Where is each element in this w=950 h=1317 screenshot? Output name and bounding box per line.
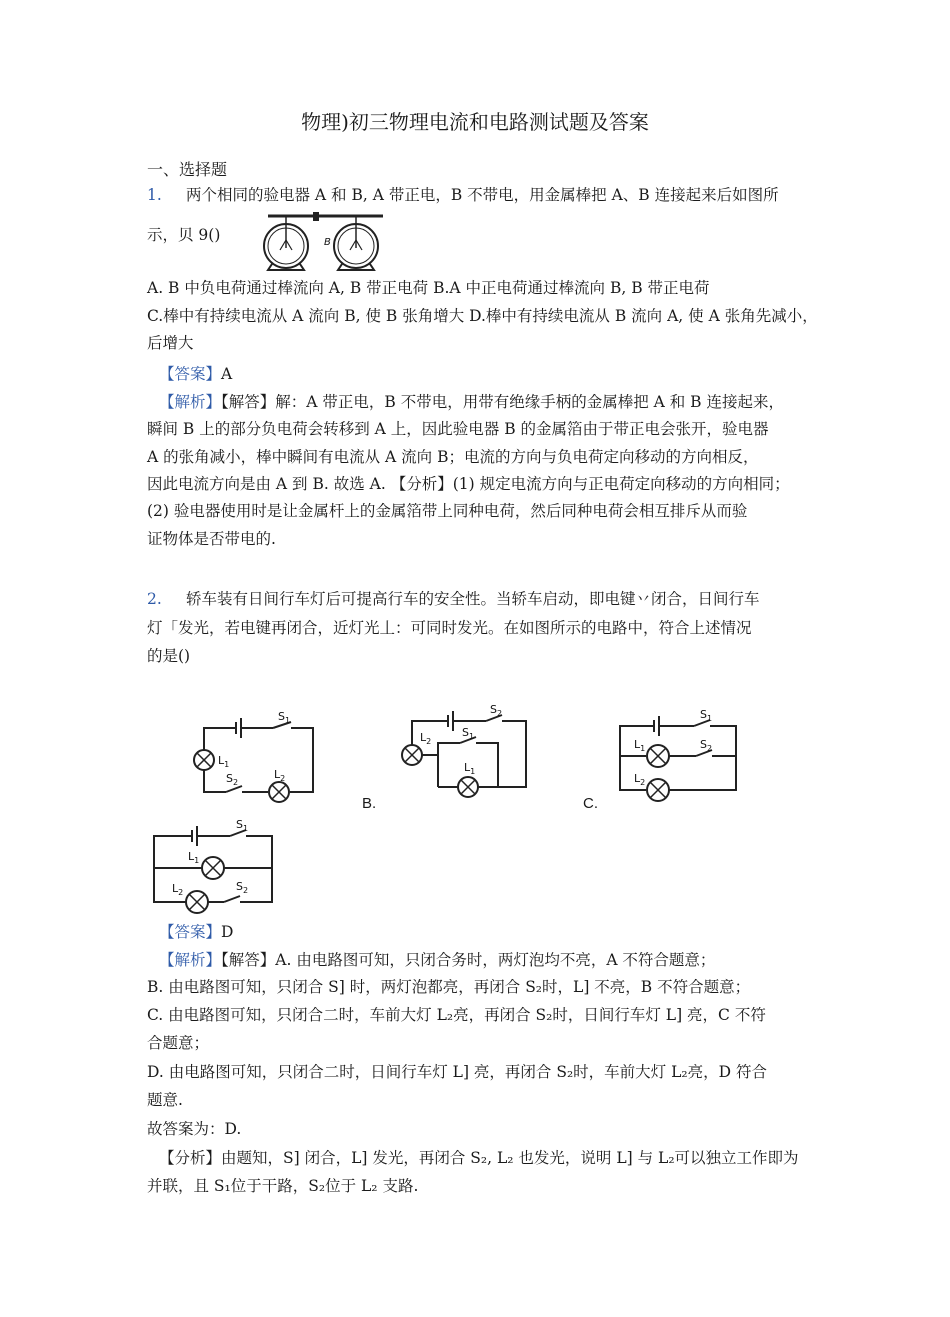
answer-value: D (221, 923, 234, 941)
analysis-row (159, 950, 715, 970)
question-text: 两个相同的验电器 A 和 B, A 带正电，B 不带电，用金属棒把 A、B 连接起来后如图所 (186, 186, 779, 204)
answer-row (159, 364, 232, 384)
svg-text:L1 (634, 738, 645, 753)
switch-label: S (236, 818, 243, 831)
question-text: 轿车装有日间行车灯后可提高行车的安全性。当轿车启动，即电键丷闭合，日间行车 (186, 590, 760, 608)
option-b-label: B. (362, 795, 377, 812)
answer-tag: 【答案】 (159, 365, 222, 383)
analysis-text: 因此电流方向是由 A 到 B. 故选 A. 【分析】(1) 规定电流方向与正电荷定向移动的方向相同； (147, 475, 790, 493)
analysis-text: 故答案为：D. (147, 1120, 242, 1138)
option-c-d: C.棒中有持续电流从 A 流向 B, 使 B 张角增大 D.棒中有持续电流从 B 流向 A, 使 A 张角先减小， (147, 307, 818, 325)
lamp-label: L (274, 768, 281, 781)
option-d-cont: 后增大 (147, 334, 194, 352)
question-text: 灯「发光，若电键再闭合，近灯光丄：可同时发光。在如图所示的电路中，符合上述情况 (147, 619, 752, 637)
subscript: 2 (640, 778, 646, 787)
answer-value: A (221, 365, 233, 383)
page-title: 物理)初三物理电流和电路测试题及答案 (301, 110, 649, 134)
svg-text:L1 (188, 850, 199, 865)
lamp-label: L (634, 772, 641, 785)
svg-text:L1 (464, 761, 475, 776)
analysis-text: 【解答】解：A 带正电，B 不带电，用带有绝缘手柄的金属棒把 A 和 B 连接起来， (221, 393, 784, 411)
switch-label: S (700, 738, 707, 751)
lamp-label: L (188, 850, 195, 863)
option-c-label: C. (583, 795, 598, 812)
switch-label: S (700, 708, 707, 721)
subscript: 1 (242, 824, 249, 833)
subscript: 1 (468, 732, 475, 741)
svg-text:S2 (226, 772, 238, 787)
circuit-b (398, 703, 533, 803)
option-a-b: A. B 中负电荷通过棒流向 A, B 带正电荷 B.A 中正电荷通过棒流向 B, B 带正电荷 (147, 279, 710, 297)
analysis-text: 瞬间 B 上的部分负电荷会转移到 A 上，因此验电器 B 的金属箔由于带正电会张开，验电器 (147, 420, 769, 438)
svg-text:L2 (634, 772, 645, 787)
subscript: 1 (640, 744, 646, 753)
question-number: 2. (147, 590, 162, 608)
subscript: 1 (470, 767, 476, 776)
question-text: 示，贝 9() (147, 226, 221, 244)
analysis-text: 并联，且 S₁位于干路，S₂位于 L₂ 支路. (147, 1177, 419, 1195)
svg-text:L2 (420, 731, 431, 746)
subscript: 2 (242, 886, 249, 895)
lamp-label: L (634, 738, 641, 751)
subscript: 2 (706, 744, 713, 753)
svg-text:S1 (278, 710, 290, 725)
svg-text:S1 (462, 726, 474, 741)
section-heading: 一、选择题 (147, 160, 228, 179)
analysis-tag: 【解析】 (159, 951, 222, 969)
svg-text:S1 (236, 818, 248, 833)
circuit-c (616, 708, 741, 808)
svg-text:L2 (274, 768, 285, 783)
svg-text:L1 (218, 754, 229, 769)
subscript: 2 (232, 778, 239, 787)
subscript: 2 (178, 888, 184, 897)
analysis-text: C. 由电路图可知，只闭合二时，车前大灯 L₂亮，再闭合 S₂时，日间行车灯 L] 亮，C 不符 (147, 1006, 766, 1024)
question-text: 的是() (147, 647, 191, 665)
lamp-label: L (420, 731, 427, 744)
analysis-row (159, 392, 784, 412)
svg-text:L2 (172, 882, 183, 897)
switch-label: S (236, 880, 243, 893)
analysis-text: 合题意； (147, 1034, 210, 1052)
lamp-label: L (218, 754, 225, 767)
switch-label: S (490, 703, 497, 716)
svg-text:S2 (700, 738, 712, 753)
subscript: 2 (426, 737, 432, 746)
analysis-text: 【分析】由题知，S] 闭合，L] 发光，再闭合 S₂, L₂ 也发光，说明 L] 与 L₂可以独立工作即为 (159, 1149, 799, 1167)
subscript: 2 (280, 774, 286, 783)
subscript: 1 (284, 716, 291, 725)
subscript: 1 (706, 714, 713, 723)
svg-text:S1 (700, 708, 712, 723)
analysis-text: B. 由电路图可知，只闭合 S] 时，两灯泡都亮，再闭合 S₂时，L] 不亮，B 不符合题意； (147, 978, 751, 996)
answer-tag: 【答案】 (159, 923, 222, 941)
svg-text:S2 (490, 703, 502, 718)
subscript: 1 (194, 856, 200, 865)
switch-label: S (278, 710, 285, 723)
lamp-label: L (464, 761, 471, 774)
lamp-label: L (172, 882, 179, 895)
analysis-text: A 的张角减小，棒中瞬间有电流从 A 流向 B；电流的方向与负电荷定向移动的方向相反， (147, 448, 759, 466)
circuit-d (150, 818, 278, 918)
analysis-text: D. 由电路图可知，只闭合二时，日间行车灯 L] 亮，再闭合 S₂时，车前大灯 L₂亮，D 符合 (147, 1063, 767, 1081)
circuit-a (188, 708, 318, 803)
analysis-text: 证物体是否带电的. (147, 530, 276, 548)
subscript: 1 (224, 760, 230, 769)
svg-text:S2 (236, 880, 248, 895)
analysis-text: 题意. (147, 1091, 183, 1109)
answer-row (159, 922, 233, 942)
switch-label: S (462, 726, 469, 739)
electroscope-figure (258, 208, 393, 272)
analysis-tag: 【解析】 (159, 393, 222, 411)
electroscope-label: B (324, 237, 331, 248)
subscript: 2 (496, 709, 503, 718)
analysis-text: (2) 验电器使用时是让金属杆上的金属箔带上同种电荷，然后同种电荷会相互排斥从而验 (147, 502, 748, 520)
switch-label: S (226, 772, 233, 785)
analysis-text: 【解答】A. 由电路图可知，只闭合务时，两灯泡均不亮，A 不符合题意； (221, 951, 716, 969)
question-number: 1. (147, 186, 162, 204)
